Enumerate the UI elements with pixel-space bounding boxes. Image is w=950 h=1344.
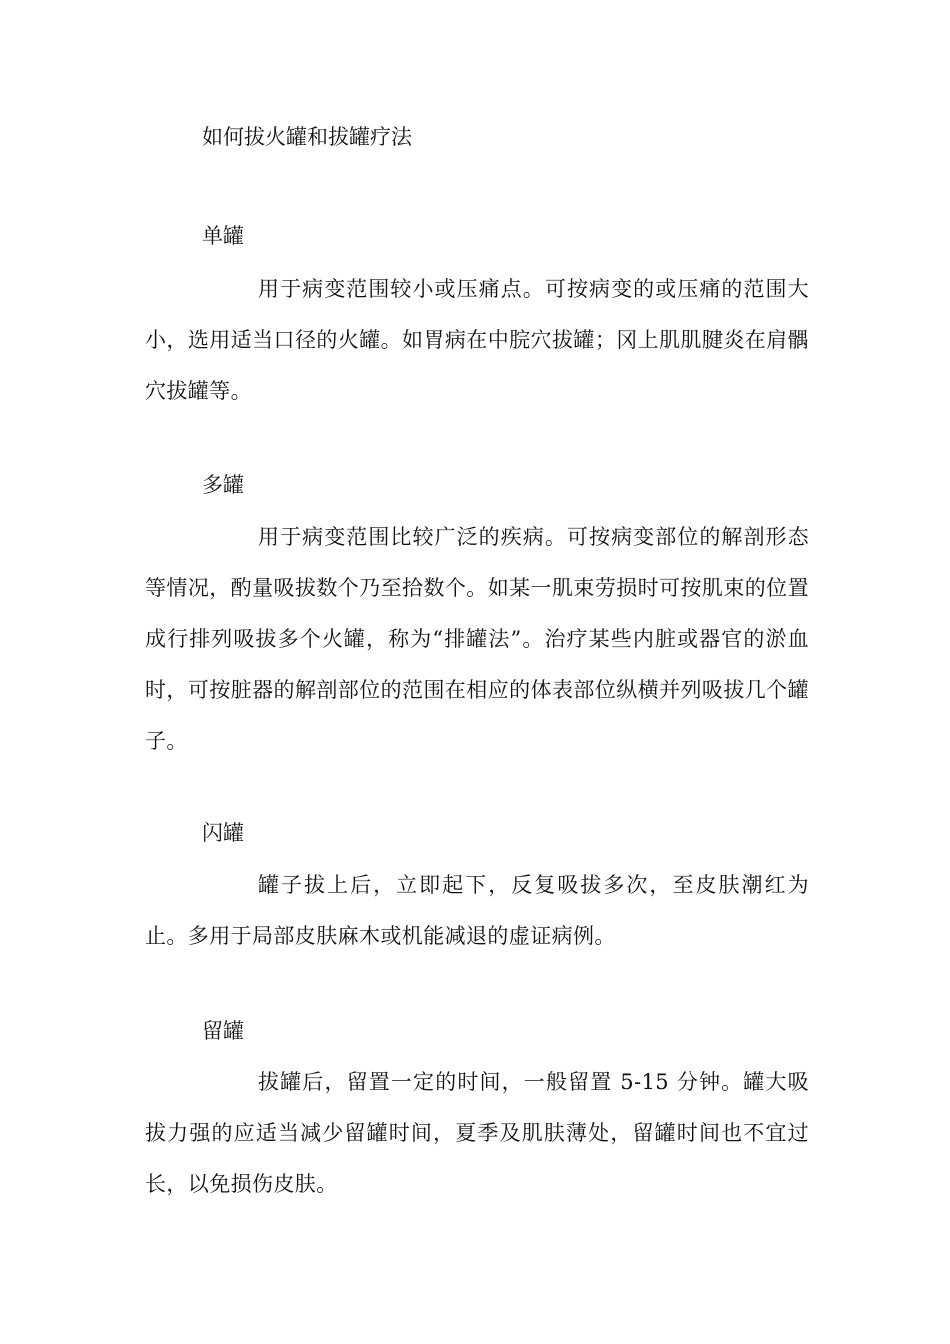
section-heading-single-cup: 单罐 [202,224,244,248]
section-heading-retained-cupping: 留罐 [202,1019,244,1043]
section-heading-flash-cupping: 闪罐 [202,821,244,845]
section-body-flash-cupping: 罐子拔上后，立即起下，反复吸拔多次，至皮肤潮红为止。多用于局部皮肤麻木或机能减退的虚证病例。 [145,873,809,948]
section-heading-multiple-cups: 多罐 [202,473,244,497]
section-body-retained-cupping: 拔罐后，留置一定的时间，一般留置 5-15 分钟。罐大吸拔力强的应适当减少留罐时间，夏季及肌肤薄处，留罐时间也不宜过长，以免损伤皮肤。 [145,1070,809,1196]
document-title: 如何拔火罐和拔罐疗法 [202,125,412,149]
section-body-single-cup: 用于病变范围较小或压痛点。可按病变的或压痛的范围大小，选用适当口径的火罐。如胃病在中脘穴拔罐；冈上肌肌腱炎在肩髃穴拔罐等。 [145,277,809,403]
section-body-multiple-cups: 用于病变范围比较广泛的疾病。可按病变部位的解剖形态等情况，酌量吸拔数个乃至拾数个。如某一肌束劳损时可按肌束的位置成行排列吸拔多个火罐，称为“排罐法”。治疗某些内脏或器官的淤血时，可按脏器的解剖部位的范围在相应的体表部位纵横并列吸拔几个罐子。 [145,525,809,753]
